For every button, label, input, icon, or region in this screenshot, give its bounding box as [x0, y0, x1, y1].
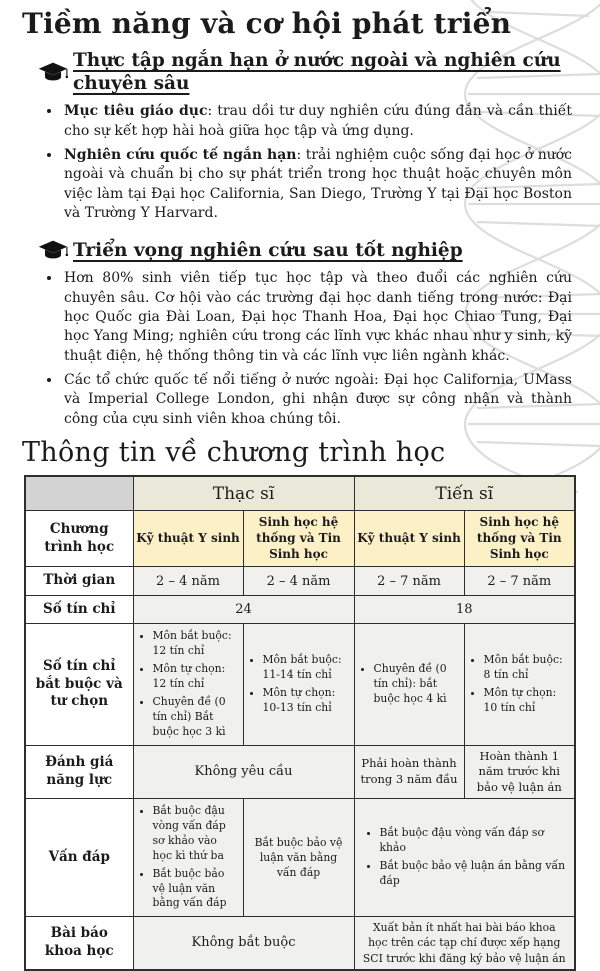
- list-item: [62, 269, 572, 366]
- cell-credit-detail-ms-bme: [133, 624, 243, 745]
- list-item: [62, 102, 572, 141]
- program-comparison-table: [24, 475, 576, 971]
- cell-duration-phd-bme: 2 – 7 năm: [354, 567, 464, 596]
- section2-heading: [38, 239, 576, 262]
- row-label-credits: Số tín chỉ: [25, 596, 133, 624]
- list-item: • Chuyên đề (0 tín chỉ) Bắt buộc học 3 kì: [153, 695, 240, 740]
- cell-credit-detail-phd-sysbio: [464, 624, 575, 745]
- section1-heading-text: Thực tập ngắn hạn ở nước ngoài và nghiên cứu chuyên sâu: [73, 50, 561, 95]
- table-row-publication: [25, 917, 575, 970]
- cell-duration-phd-sysbio: 2 – 7 năm: [464, 567, 575, 596]
- row-label-publication: Bài báo khoa học: [25, 917, 133, 970]
- bullet-text: : trải nghiệm cuộc sống đại học ở nước ngoài và chuẩn bị cho sự phát triển trong học thuật hoặc chuyên môn việc làm tại Đại học California, San Diego, Trường Y tại Đại học Boston và Trường Y Harvard.: [64, 147, 572, 221]
- table-row-oral: [25, 799, 575, 917]
- cell-publication-master: Không bắt buộc: [133, 917, 354, 970]
- table-title: Thông tin về chương trình học: [22, 436, 446, 468]
- list-item: • Môn tự chọn: 10-13 tín chỉ: [263, 686, 351, 716]
- cell-assessment-phd-bme: Phải hoàn thành trong 3 năm đầu: [354, 745, 464, 799]
- row-label-oral: Vấn đáp: [25, 799, 133, 917]
- cell-assessment-master: Không yêu cầu: [133, 745, 354, 799]
- list-item: • Môn tự chọn: 12 tín chỉ: [153, 662, 240, 692]
- list-item: • Môn tự chọn: 10 tín chỉ: [484, 686, 572, 716]
- cell-bullet-list: [468, 653, 572, 716]
- cell-credit-detail-ms-sysbio: [243, 624, 354, 745]
- table-row-programs: [25, 511, 575, 567]
- row-label-program: Chương trình học: [25, 511, 133, 567]
- list-item: • Môn bắt buộc: 11-14 tín chỉ: [263, 653, 351, 683]
- table-row-credits: [25, 596, 575, 624]
- degree-header-phd: Tiến sĩ: [354, 476, 575, 511]
- list-item: • Chuyên đề (0 tín chỉ): bắt buộc học 4 kì: [374, 662, 461, 707]
- list-item: • Bắt buộc đậu vòng vấn đáp sơ khảo vào học kì thứ ba: [153, 804, 240, 864]
- list-item: [62, 371, 572, 429]
- graduation-cap-icon: [38, 62, 68, 83]
- cell-bullet-list: [358, 826, 572, 889]
- program-header-ms-sysbio: Sinh học hệ thống và Tin Sinh học: [243, 511, 354, 567]
- cell-oral-ms-bme: [133, 799, 243, 917]
- degree-header-master: Thạc sĩ: [133, 476, 354, 511]
- graduation-cap-icon: [38, 240, 68, 261]
- bullet-text: Hơn 80% sinh viên tiếp tục học tập và theo đuổi các nghiên cứu chuyên sâu. Cơ hội vào các trường đại học danh tiếng trong nước: Đại học Quốc gia Đài Loan, Đại học Thanh Hoa, Đại học Chiao Tung, Đại học Yang Ming; nghiên cứu trong các lĩnh vực khác nhau như y sinh, kỹ thuật điện, hệ thống thông tin và các lĩnh vực liên ngành khác.: [64, 270, 572, 364]
- cell-bullet-list: [137, 629, 240, 739]
- row-label-credit-detail: Số tín chỉ bắt buộc và tư chọn: [25, 624, 133, 745]
- list-item: • Môn bắt buộc: 8 tín chỉ: [484, 653, 572, 683]
- row-label-duration: Thời gian: [25, 567, 133, 596]
- cell-bullet-list: [358, 662, 461, 707]
- cell-credit-detail-phd-bme: [354, 624, 464, 745]
- cell-assessment-phd-sysbio: Hoàn thành 1 năm trước khi bảo vệ luận án: [464, 745, 575, 799]
- section2-bullet-list: [62, 269, 572, 429]
- cell-oral-ms-sysbio: Bắt buộc bảo vệ luận văn bằng vấn đáp: [243, 799, 354, 917]
- section1-heading: [38, 49, 576, 95]
- page-title: Tiềm năng và cơ hội phát triển: [22, 7, 512, 40]
- cell-duration-ms-bme: 2 – 4 năm: [133, 567, 243, 596]
- cell-credits-phd: 18: [354, 596, 575, 624]
- list-item: • Bắt buộc đậu vòng vấn đáp sơ khảo: [380, 826, 572, 856]
- list-item: • Môn bắt buộc: 12 tín chỉ: [153, 629, 240, 659]
- program-header-phd-sysbio: Sinh học hệ thống và Tin Sinh học: [464, 511, 575, 567]
- cell-oral-phd: [354, 799, 575, 917]
- section1-bullet-list: [62, 102, 572, 223]
- program-header-ms-bme: Kỹ thuật Y sinh: [133, 511, 243, 567]
- bullet-lead: Mục tiêu giáo dục: [64, 103, 208, 120]
- table-row-assessment: [25, 745, 575, 799]
- table-row-duration: [25, 567, 575, 596]
- table-row-degrees: [25, 476, 575, 511]
- bullet-text: : trau dồi tư duy nghiên cứu đúng đắn và cần thiết cho sự kết hợp hài hoà giữa học tập và ứng dụng.: [64, 103, 573, 139]
- list-item: • Bắt buộc bảo vệ luận án bằng vấn đáp: [380, 859, 572, 889]
- program-header-phd-bme: Kỹ thuật Y sinh: [354, 511, 464, 567]
- bullet-lead: Nghiên cứu quốc tế ngắn hạn: [64, 147, 297, 164]
- cell-duration-ms-sysbio: 2 – 4 năm: [243, 567, 354, 596]
- row-label-assessment: Đánh giá năng lực: [25, 745, 133, 799]
- cell-bullet-list: [247, 653, 351, 716]
- bullet-text: Các tổ chức quốc tế nổi tiếng ở nước ngoài: Đại học California, UMass và Imperial College London, ghi nhận được sự công nhận và thành công của cựu sinh viên khoa chúng tôi.: [64, 372, 572, 427]
- cell-credits-master: 24: [133, 596, 354, 624]
- cell-publication-phd: Xuất bản ít nhất hai bài báo khoa học trên các tạp chí được xếp hạng SCI trước khi đăng ký bảo vệ luận án: [354, 917, 575, 970]
- list-item: • Bắt buộc bảo vệ luận văn bằng vấn đáp: [153, 867, 240, 912]
- section2-heading-text: Triển vọng nghiên cứu sau tốt nghiệp: [73, 240, 463, 262]
- table-row-credit-detail: [25, 624, 575, 745]
- corner-cell: [25, 476, 133, 511]
- cell-bullet-list: [137, 804, 240, 911]
- list-item: [62, 146, 572, 223]
